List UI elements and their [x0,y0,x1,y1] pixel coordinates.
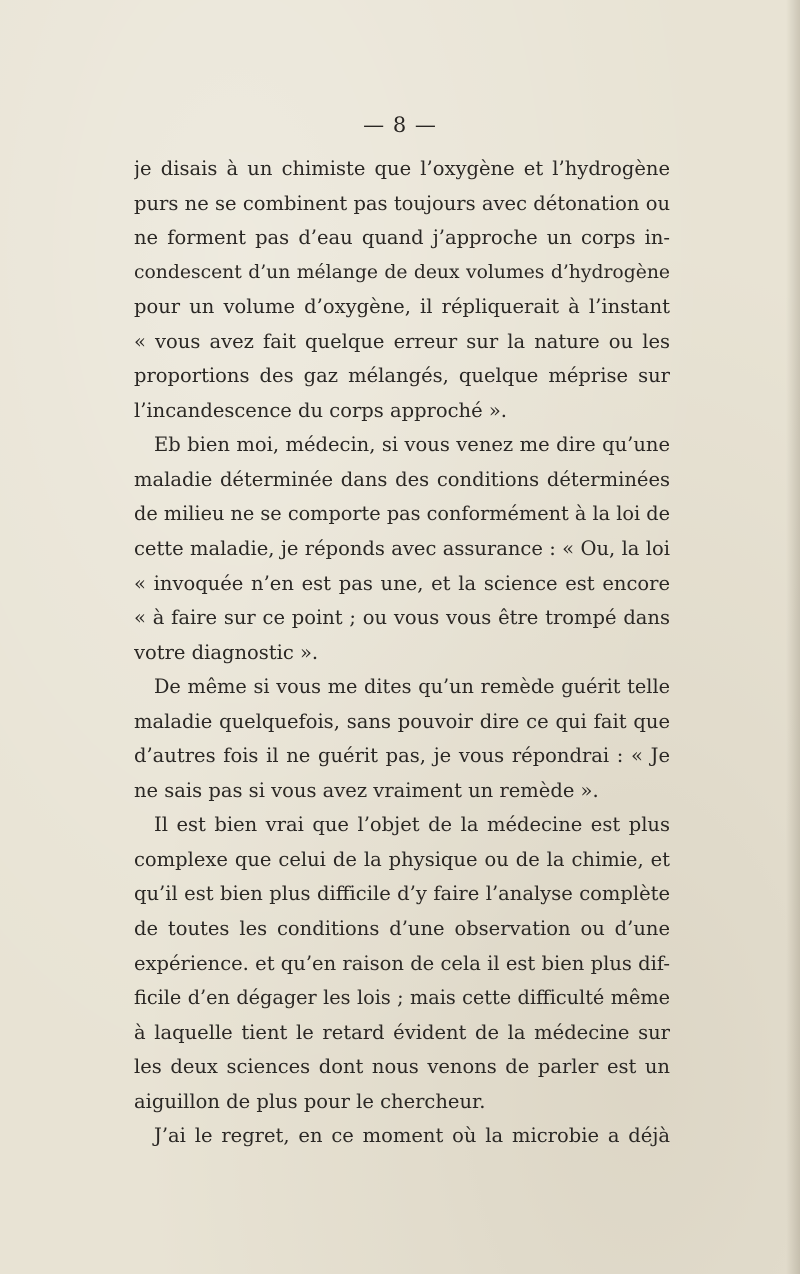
page-number: — 8 — [363,113,437,137]
text-line-15: votre diagnostic ». [134,640,319,664]
text-line-19: ne sais pas si vous avez vraiment un remède ». [134,778,599,802]
text-line-6: « vous avez fait quelque erreur sur la nature ou les [134,329,670,353]
body-text [134,152,670,1154]
text-line-16: De même si vous me dites qu’un remède guérit telle [154,675,670,699]
text-line-27: les deux sciences dont nous venons de parler est un [134,1055,670,1079]
text-line-28: aiguillon de plus pour le chercheur. [134,1089,486,1113]
text-line-29: J’ai le regret, en ce moment où la microbie a déjà [154,1124,670,1148]
text-line-13: « invoquée n’en est pas une, et la science est encore [134,571,670,595]
text-line-18: d’autres fois il ne guérit pas, je vous répondrai : « Je [134,744,670,768]
text-line-1: je disais à un chimiste que l’oxygène et l’hydrogène [134,157,670,180]
text-line-2: purs ne se combinent pas toujours avec détonation ou [134,191,670,215]
text-line-17: maladie quelquefois, sans pouvoir dire ce qui fait que [134,709,670,733]
text-line-14: « à faire sur ce point ; ou vous vous être trompé dans [134,606,670,630]
text-line-26: à laquelle tient le retard évident de la médecine sur [134,1020,670,1044]
page-edge-shadow [786,0,800,1274]
text-line-24: expérience. et qu’en raison de cela il est bien plus dif- [134,951,670,975]
text-line-10: maladie déterminée dans des conditions déterminées [134,467,670,491]
text-line-3: ne forment pas d’eau quand j’approche un corps in- [134,226,670,250]
text-line-12: cette maladie, je réponds avec assurance : « Ou, la loi [134,537,670,561]
text-line-21: complexe que celui de la physique ou de la chimie, et [134,847,670,871]
text-line-8: l’incandescence du corps approché ». [134,398,507,422]
text-line-25: ficile d’en dégager les lois ; mais cette difficulté même [134,986,670,1010]
text-line-23: de toutes les conditions d’une observation ou d’une [134,917,670,941]
text-line-11: de milieu ne se comporte pas conformément à la loi de [134,502,670,526]
text-line-4: condescent d’un mélange de deux volumes d’hydrogène [134,261,670,283]
text-line-9: Eb bien moi, médecin, si vous venez me dire qu’une [154,433,670,457]
text-line-22: qu’il est bien plus difficile d’y faire l’analyse complète [134,882,670,906]
text-line-20: Il est bien vrai que l’objet de la médecine est plus [154,813,670,837]
text-line-7: proportions des gaz mélangés, quelque méprise sur [134,364,670,388]
text-line-5: pour un volume d’oxygène, il répliquerait à l’instant [134,295,670,319]
